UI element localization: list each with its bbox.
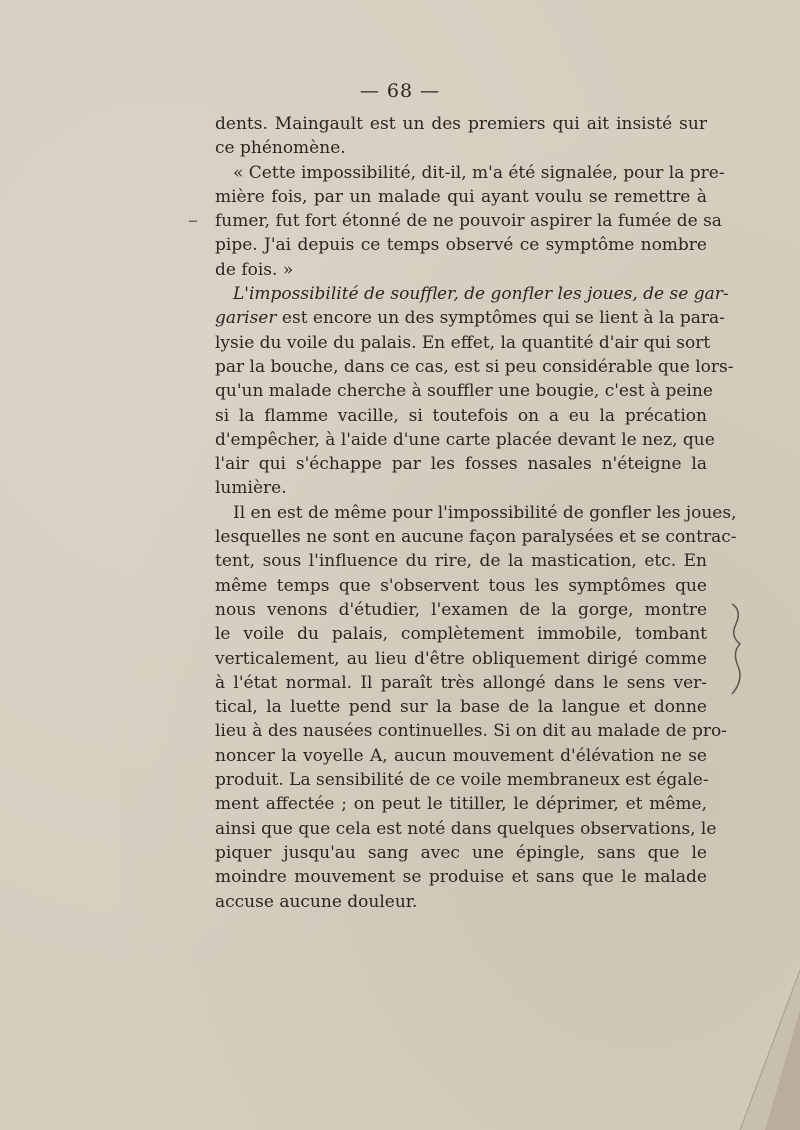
text-line: ainsi que que cela est noté dans quelques observations, le xyxy=(215,818,717,839)
text-line: tent, sous l'influence du rire, de la mastication, etc. En xyxy=(215,551,707,572)
text-line: lumière. xyxy=(215,478,287,499)
text-fragment: est encore un des symptômes qui se lient à la para- xyxy=(276,308,725,329)
text-line: pipe. J'ai depuis ce temps observé ce symptôme nombre xyxy=(215,235,707,256)
text-line: l'air qui s'échappe par les fosses nasales n'éteigne la xyxy=(215,454,707,475)
text-line: verticalement, au lieu d'être obliquement dirigé comme xyxy=(215,648,707,669)
page-corner-fold xyxy=(710,970,800,1130)
text-line: accuse aucune douleur. xyxy=(215,891,418,912)
text-line: par la bouche, dans ce cas, est si peu considérable que lors- xyxy=(215,356,734,377)
text-line: lesquelles ne sont en aucune façon paralysées et se contrac- xyxy=(215,527,737,548)
text-line: ce phénomène. xyxy=(215,138,346,159)
text-line: nous venons d'étudier, l'examen de la gorge, montre xyxy=(215,599,707,620)
italic-fragment: gariser xyxy=(215,308,277,329)
text-line: noncer la voyelle A, aucun mouvement d'élévation ne se xyxy=(215,745,707,766)
margin-pencil-dash: – xyxy=(188,208,198,232)
text-line: dents. Maingault est un des premiers qui ait insisté sur xyxy=(215,114,707,134)
text-line: produit. La sensibilité de ce voile membraneux est égale- xyxy=(215,770,709,791)
text-line: lieu à des nausées continuelles. Si on dit au malade de pro- xyxy=(215,721,727,742)
text-line: tical, la luette pend sur la base de la langue et donne xyxy=(215,697,707,718)
text-line: d'empêcher, à l'aide d'une carte placée devant le nez, que xyxy=(215,429,715,450)
text-line: « Cette impossibilité, dit-il, m'a été signalée, pour la pre- xyxy=(233,162,725,183)
text-line: ment affectée ; on peut le titiller, le déprimer, et même, xyxy=(215,794,707,815)
text-line: moindre mouvement se produise et sans que le malade xyxy=(215,867,707,888)
text-line: le voile du palais, complètement immobile, tombant xyxy=(215,624,707,645)
text-line-italic: L'impossibilité de souffler, de gonfler les joues, de se gar- xyxy=(233,284,729,305)
text-line: même temps que s'observent tous les symptômes que xyxy=(215,575,707,596)
text-line: lysie du voile du palais. En effet, la quantité d'air qui sort xyxy=(215,332,711,353)
text-line: de fois. » xyxy=(215,259,294,280)
text-line: piquer jusqu'au sang avec une épingle, sans que le xyxy=(215,842,707,863)
text-line: si la flamme vacille, si toutefois on a eu la précation xyxy=(215,405,707,426)
text-line-mixed xyxy=(215,306,725,330)
margin-pencil-brace xyxy=(728,600,748,700)
text-line: qu'un malade cherche à souffler une bougie, c'est à peine xyxy=(215,381,713,402)
page-number: — 68 — xyxy=(359,80,441,102)
text-line: Il en est de même pour l'impossibilité de gonfler les joues, xyxy=(233,502,737,523)
text-line: fumer, fut fort étonné de ne pouvoir aspirer la fumée de sa xyxy=(215,211,722,232)
text-line: mière fois, par un malade qui ayant voulu se remettre à xyxy=(215,186,707,207)
body-text xyxy=(215,112,737,914)
text-line: à l'état normal. Il paraît très allongé dans le sens ver- xyxy=(215,672,707,693)
